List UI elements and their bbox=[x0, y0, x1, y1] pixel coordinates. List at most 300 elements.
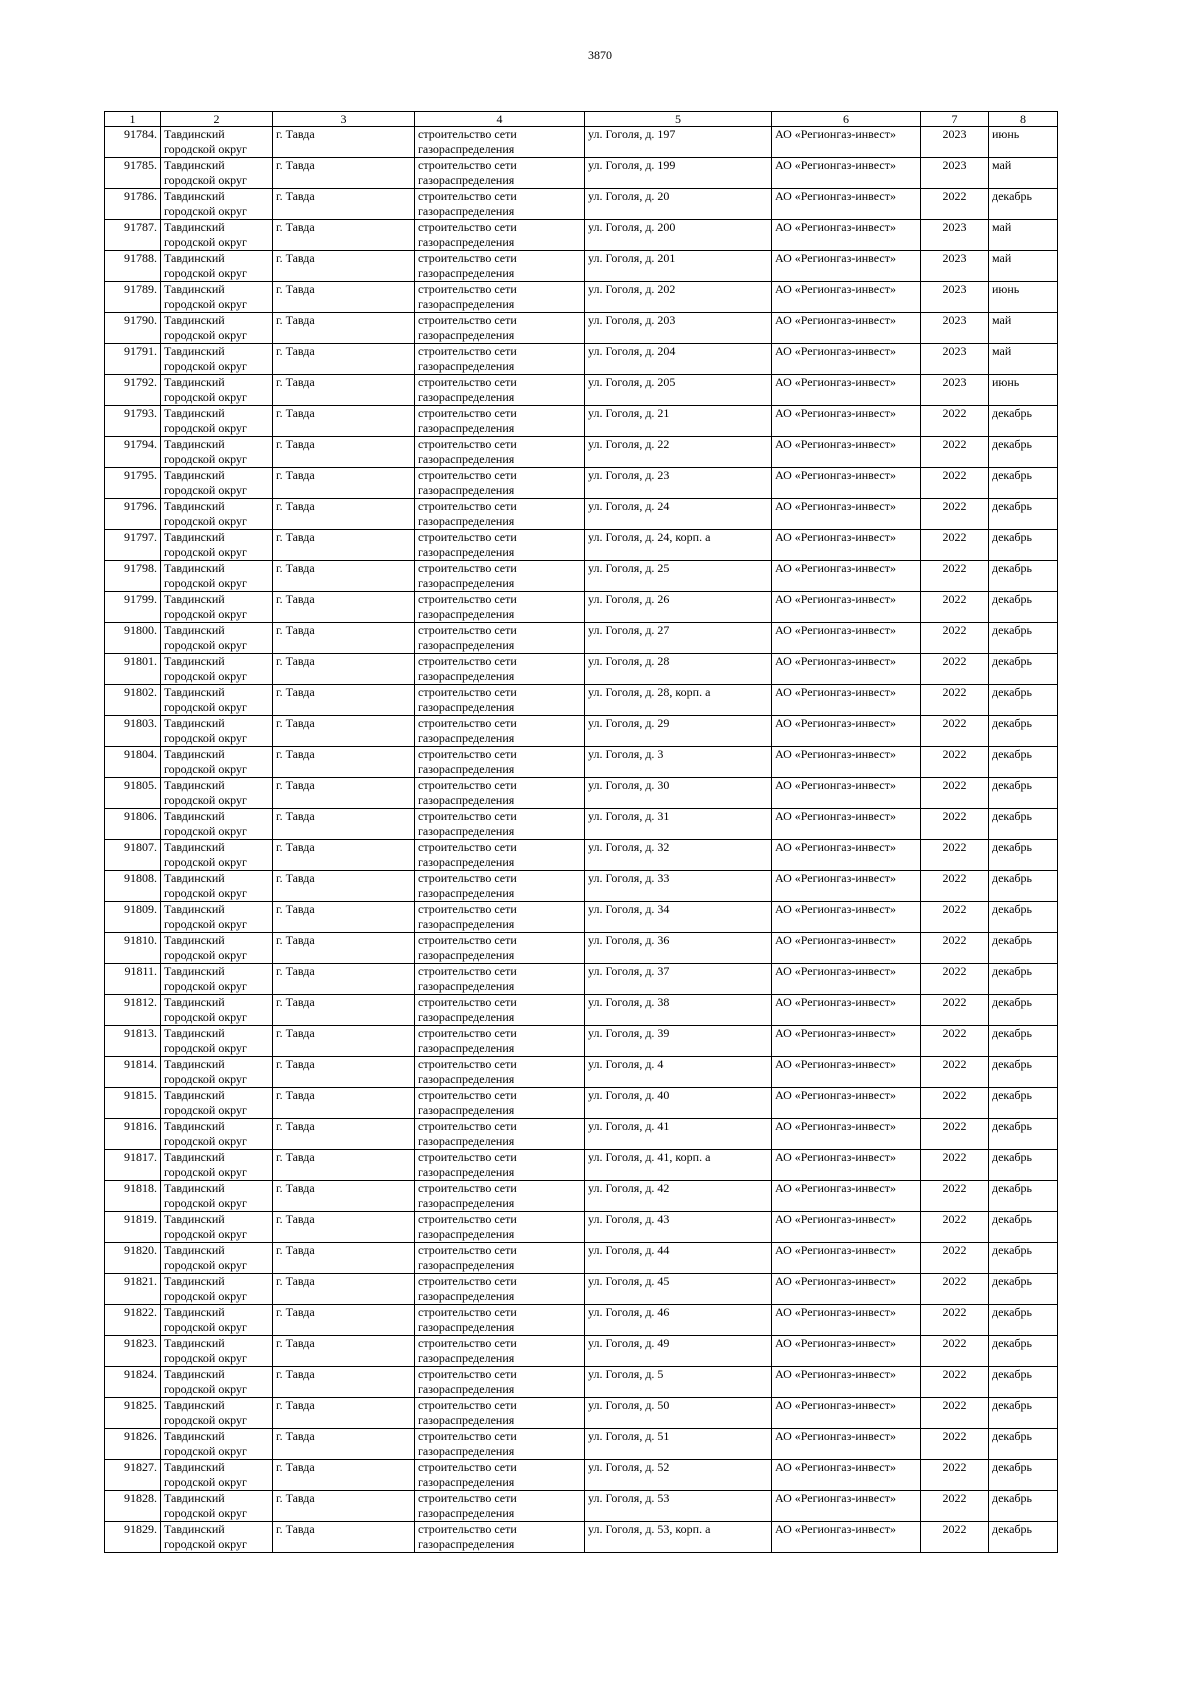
address-cell: ул. Гоголя, д. 38 bbox=[585, 995, 772, 1026]
registry-table bbox=[104, 111, 1058, 1553]
month-cell: декабрь bbox=[989, 933, 1058, 964]
address-cell: ул. Гоголя, д. 45 bbox=[585, 1274, 772, 1305]
municipality-line: городской округ bbox=[164, 979, 247, 993]
operator-cell: АО «Регионгаз-инвест» bbox=[772, 778, 921, 809]
work-type-line: строительство сети bbox=[418, 468, 517, 482]
operator-cell: АО «Регионгаз-инвест» bbox=[772, 499, 921, 530]
address-cell: ул. Гоголя, д. 3 bbox=[585, 747, 772, 778]
address-cell: ул. Гоголя, д. 205 bbox=[585, 375, 772, 406]
municipality-line: Тавдинский bbox=[164, 964, 225, 978]
municipality-cell bbox=[161, 499, 273, 530]
municipality-line: Тавдинский bbox=[164, 778, 225, 792]
work-type-cell bbox=[415, 840, 585, 871]
operator-cell: АО «Регионгаз-инвест» bbox=[772, 313, 921, 344]
municipality-line: городской округ bbox=[164, 266, 247, 280]
work-type-cell bbox=[415, 685, 585, 716]
row-number: 91792. bbox=[105, 375, 161, 406]
table-row bbox=[105, 1212, 1058, 1243]
column-header: 7 bbox=[921, 112, 989, 127]
month-cell: декабрь bbox=[989, 1119, 1058, 1150]
municipality-line: Тавдинский bbox=[164, 1460, 225, 1474]
year-cell: 2023 bbox=[921, 313, 989, 344]
year-cell: 2022 bbox=[921, 840, 989, 871]
address-cell: ул. Гоголя, д. 24 bbox=[585, 499, 772, 530]
municipality-line: городской округ bbox=[164, 576, 247, 590]
settlement-cell: г. Тавда bbox=[273, 902, 415, 933]
settlement-cell: г. Тавда bbox=[273, 1150, 415, 1181]
work-type-line: газораспределения bbox=[418, 235, 515, 249]
year-cell: 2022 bbox=[921, 499, 989, 530]
work-type-line: строительство сети bbox=[418, 499, 517, 513]
municipality-cell bbox=[161, 1150, 273, 1181]
settlement-cell: г. Тавда bbox=[273, 747, 415, 778]
work-type-line: строительство сети bbox=[418, 809, 517, 823]
work-type-cell bbox=[415, 313, 585, 344]
municipality-line: Тавдинский bbox=[164, 747, 225, 761]
municipality-line: Тавдинский bbox=[164, 685, 225, 699]
column-header: 1 bbox=[105, 112, 161, 127]
table-row bbox=[105, 592, 1058, 623]
work-type-line: газораспределения bbox=[418, 607, 515, 621]
operator-cell: АО «Регионгаз-инвест» bbox=[772, 1274, 921, 1305]
work-type-line: газораспределения bbox=[418, 793, 515, 807]
address-cell: ул. Гоголя, д. 37 bbox=[585, 964, 772, 995]
municipality-cell bbox=[161, 1398, 273, 1429]
address-cell: ул. Гоголя, д. 34 bbox=[585, 902, 772, 933]
municipality-cell bbox=[161, 1336, 273, 1367]
table-row bbox=[105, 1460, 1058, 1491]
work-type-line: строительство сети bbox=[418, 1212, 517, 1226]
table-row bbox=[105, 499, 1058, 530]
table-row bbox=[105, 1181, 1058, 1212]
work-type-line: газораспределения bbox=[418, 1072, 515, 1086]
operator-cell: АО «Регионгаз-инвест» bbox=[772, 964, 921, 995]
address-cell: ул. Гоголя, д. 53 bbox=[585, 1491, 772, 1522]
year-cell: 2022 bbox=[921, 406, 989, 437]
row-number: 91820. bbox=[105, 1243, 161, 1274]
work-type-line: строительство сети bbox=[418, 1336, 517, 1350]
year-cell: 2022 bbox=[921, 1491, 989, 1522]
settlement-cell: г. Тавда bbox=[273, 313, 415, 344]
municipality-line: Тавдинский bbox=[164, 933, 225, 947]
work-type-cell bbox=[415, 995, 585, 1026]
month-cell: декабрь bbox=[989, 964, 1058, 995]
work-type-line: газораспределения bbox=[418, 483, 515, 497]
municipality-cell bbox=[161, 654, 273, 685]
month-cell: декабрь bbox=[989, 809, 1058, 840]
address-cell: ул. Гоголя, д. 42 bbox=[585, 1181, 772, 1212]
table-row bbox=[105, 1057, 1058, 1088]
address-cell: ул. Гоголя, д. 46 bbox=[585, 1305, 772, 1336]
municipality-line: Тавдинский bbox=[164, 1305, 225, 1319]
work-type-line: газораспределения bbox=[418, 1444, 515, 1458]
municipality-line: городской округ bbox=[164, 173, 247, 187]
table-row bbox=[105, 995, 1058, 1026]
year-cell: 2022 bbox=[921, 964, 989, 995]
address-cell: ул. Гоголя, д. 28, корп. а bbox=[585, 685, 772, 716]
municipality-line: городской округ bbox=[164, 1041, 247, 1055]
work-type-cell bbox=[415, 561, 585, 592]
municipality-line: городской округ bbox=[164, 1103, 247, 1117]
municipality-line: городской округ bbox=[164, 483, 247, 497]
municipality-line: Тавдинский bbox=[164, 189, 225, 203]
month-cell: декабрь bbox=[989, 437, 1058, 468]
work-type-line: газораспределения bbox=[418, 1320, 515, 1334]
page-number: 3870 bbox=[588, 48, 612, 62]
municipality-line: Тавдинский bbox=[164, 840, 225, 854]
work-type-line: строительство сети bbox=[418, 1367, 517, 1381]
municipality-cell bbox=[161, 778, 273, 809]
work-type-line: строительство сети bbox=[418, 561, 517, 575]
municipality-line: Тавдинский bbox=[164, 1429, 225, 1443]
municipality-line: городской округ bbox=[164, 700, 247, 714]
row-number: 91821. bbox=[105, 1274, 161, 1305]
work-type-line: строительство сети bbox=[418, 437, 517, 451]
address-cell: ул. Гоголя, д. 49 bbox=[585, 1336, 772, 1367]
municipality-line: городской округ bbox=[164, 1010, 247, 1024]
municipality-line: городской округ bbox=[164, 204, 247, 218]
municipality-line: городской округ bbox=[164, 917, 247, 931]
work-type-line: строительство сети bbox=[418, 1491, 517, 1505]
municipality-cell bbox=[161, 840, 273, 871]
year-cell: 2022 bbox=[921, 1243, 989, 1274]
work-type-line: строительство сети bbox=[418, 406, 517, 420]
municipality-line: Тавдинский bbox=[164, 561, 225, 575]
settlement-cell: г. Тавда bbox=[273, 499, 415, 530]
municipality-line: городской округ bbox=[164, 1196, 247, 1210]
table-row bbox=[105, 685, 1058, 716]
work-type-cell bbox=[415, 902, 585, 933]
municipality-line: Тавдинский bbox=[164, 158, 225, 172]
operator-cell: АО «Регионгаз-инвест» bbox=[772, 809, 921, 840]
table-row bbox=[105, 251, 1058, 282]
address-cell: ул. Гоголя, д. 43 bbox=[585, 1212, 772, 1243]
settlement-cell: г. Тавда bbox=[273, 1274, 415, 1305]
operator-cell: АО «Регионгаз-инвест» bbox=[772, 1119, 921, 1150]
work-type-line: газораспределения bbox=[418, 1041, 515, 1055]
municipality-cell bbox=[161, 747, 273, 778]
table-row bbox=[105, 747, 1058, 778]
work-type-line: строительство сети bbox=[418, 685, 517, 699]
municipality-line: Тавдинский bbox=[164, 1491, 225, 1505]
work-type-line: газораспределения bbox=[418, 979, 515, 993]
row-number: 91790. bbox=[105, 313, 161, 344]
year-cell: 2022 bbox=[921, 1367, 989, 1398]
municipality-cell bbox=[161, 1460, 273, 1491]
municipality-line: городской округ bbox=[164, 1227, 247, 1241]
work-type-line: строительство сети bbox=[418, 871, 517, 885]
settlement-cell: г. Тавда bbox=[273, 654, 415, 685]
month-cell: июнь bbox=[989, 282, 1058, 313]
work-type-line: газораспределения bbox=[418, 886, 515, 900]
table-row bbox=[105, 158, 1058, 189]
year-cell: 2022 bbox=[921, 1305, 989, 1336]
operator-cell: АО «Регионгаз-инвест» bbox=[772, 1429, 921, 1460]
municipality-line: Тавдинский bbox=[164, 127, 225, 141]
work-type-cell bbox=[415, 127, 585, 158]
address-cell: ул. Гоголя, д. 40 bbox=[585, 1088, 772, 1119]
address-cell: ул. Гоголя, д. 31 bbox=[585, 809, 772, 840]
operator-cell: АО «Регионгаз-инвест» bbox=[772, 220, 921, 251]
work-type-cell bbox=[415, 1057, 585, 1088]
settlement-cell: г. Тавда bbox=[273, 933, 415, 964]
table-row bbox=[105, 654, 1058, 685]
work-type-cell bbox=[415, 499, 585, 530]
work-type-cell bbox=[415, 778, 585, 809]
address-cell: ул. Гоголя, д. 33 bbox=[585, 871, 772, 902]
work-type-line: газораспределения bbox=[418, 452, 515, 466]
row-number: 91813. bbox=[105, 1026, 161, 1057]
settlement-cell: г. Тавда bbox=[273, 809, 415, 840]
operator-cell: АО «Регионгаз-инвест» bbox=[772, 685, 921, 716]
year-cell: 2022 bbox=[921, 1460, 989, 1491]
municipality-line: Тавдинский bbox=[164, 1274, 225, 1288]
work-type-cell bbox=[415, 623, 585, 654]
municipality-line: Тавдинский bbox=[164, 716, 225, 730]
municipality-line: городской округ bbox=[164, 607, 247, 621]
settlement-cell: г. Тавда bbox=[273, 1212, 415, 1243]
settlement-cell: г. Тавда bbox=[273, 778, 415, 809]
work-type-cell bbox=[415, 871, 585, 902]
work-type-line: строительство сети bbox=[418, 158, 517, 172]
month-cell: декабрь bbox=[989, 1398, 1058, 1429]
row-number: 91824. bbox=[105, 1367, 161, 1398]
year-cell: 2023 bbox=[921, 220, 989, 251]
work-type-line: газораспределения bbox=[418, 1258, 515, 1272]
work-type-cell bbox=[415, 1212, 585, 1243]
table-row bbox=[105, 406, 1058, 437]
operator-cell: АО «Регионгаз-инвест» bbox=[772, 1150, 921, 1181]
municipality-line: городской округ bbox=[164, 545, 247, 559]
work-type-line: газораспределения bbox=[418, 1227, 515, 1241]
row-number: 91803. bbox=[105, 716, 161, 747]
work-type-cell bbox=[415, 1150, 585, 1181]
municipality-line: Тавдинский bbox=[164, 654, 225, 668]
settlement-cell: г. Тавда bbox=[273, 685, 415, 716]
row-number: 91800. bbox=[105, 623, 161, 654]
work-type-line: строительство сети bbox=[418, 1460, 517, 1474]
work-type-line: газораспределения bbox=[418, 1506, 515, 1520]
year-cell: 2022 bbox=[921, 902, 989, 933]
work-type-line: строительство сети bbox=[418, 623, 517, 637]
work-type-line: строительство сети bbox=[418, 1181, 517, 1195]
address-cell: ул. Гоголя, д. 21 bbox=[585, 406, 772, 437]
month-cell: декабрь bbox=[989, 1181, 1058, 1212]
settlement-cell: г. Тавда bbox=[273, 468, 415, 499]
operator-cell: АО «Регионгаз-инвест» bbox=[772, 871, 921, 902]
row-number: 91797. bbox=[105, 530, 161, 561]
municipality-line: городской округ bbox=[164, 1134, 247, 1148]
municipality-line: Тавдинский bbox=[164, 1398, 225, 1412]
operator-cell: АО «Регионгаз-инвест» bbox=[772, 251, 921, 282]
operator-cell: АО «Регионгаз-инвест» bbox=[772, 995, 921, 1026]
address-cell: ул. Гоголя, д. 24, корп. а bbox=[585, 530, 772, 561]
municipality-line: Тавдинский bbox=[164, 220, 225, 234]
work-type-line: строительство сети bbox=[418, 1398, 517, 1412]
municipality-cell bbox=[161, 1522, 273, 1553]
settlement-cell: г. Тавда bbox=[273, 1088, 415, 1119]
settlement-cell: г. Тавда bbox=[273, 871, 415, 902]
work-type-line: строительство сети bbox=[418, 1305, 517, 1319]
row-number: 91786. bbox=[105, 189, 161, 220]
municipality-line: Тавдинский bbox=[164, 1336, 225, 1350]
year-cell: 2022 bbox=[921, 933, 989, 964]
address-cell: ул. Гоголя, д. 204 bbox=[585, 344, 772, 375]
month-cell: декабрь bbox=[989, 406, 1058, 437]
municipality-line: Тавдинский bbox=[164, 1026, 225, 1040]
municipality-cell bbox=[161, 375, 273, 406]
operator-cell: АО «Регионгаз-инвест» bbox=[772, 1398, 921, 1429]
year-cell: 2022 bbox=[921, 1212, 989, 1243]
municipality-line: Тавдинский bbox=[164, 1057, 225, 1071]
month-cell: декабрь bbox=[989, 871, 1058, 902]
municipality-cell bbox=[161, 1088, 273, 1119]
year-cell: 2022 bbox=[921, 468, 989, 499]
month-cell: декабрь bbox=[989, 561, 1058, 592]
address-cell: ул. Гоголя, д. 199 bbox=[585, 158, 772, 189]
month-cell: декабрь bbox=[989, 747, 1058, 778]
table-row bbox=[105, 344, 1058, 375]
municipality-line: городской округ bbox=[164, 1320, 247, 1334]
municipality-line: городской округ bbox=[164, 762, 247, 776]
municipality-cell bbox=[161, 189, 273, 220]
settlement-cell: г. Тавда bbox=[273, 1398, 415, 1429]
month-cell: декабрь bbox=[989, 840, 1058, 871]
settlement-cell: г. Тавда bbox=[273, 1367, 415, 1398]
work-type-cell bbox=[415, 1522, 585, 1553]
work-type-line: строительство сети bbox=[418, 344, 517, 358]
operator-cell: АО «Регионгаз-инвест» bbox=[772, 1212, 921, 1243]
work-type-line: газораспределения bbox=[418, 390, 515, 404]
work-type-cell bbox=[415, 437, 585, 468]
municipality-cell bbox=[161, 282, 273, 313]
row-number: 91823. bbox=[105, 1336, 161, 1367]
row-number: 91829. bbox=[105, 1522, 161, 1553]
month-cell: декабрь bbox=[989, 685, 1058, 716]
municipality-line: городской округ bbox=[164, 142, 247, 156]
month-cell: декабрь bbox=[989, 1491, 1058, 1522]
address-cell: ул. Гоголя, д. 20 bbox=[585, 189, 772, 220]
work-type-cell bbox=[415, 1398, 585, 1429]
row-number: 91799. bbox=[105, 592, 161, 623]
month-cell: декабрь bbox=[989, 1336, 1058, 1367]
municipality-cell bbox=[161, 127, 273, 158]
table-row bbox=[105, 1274, 1058, 1305]
municipality-line: городской округ bbox=[164, 824, 247, 838]
operator-cell: АО «Регионгаз-инвест» bbox=[772, 1367, 921, 1398]
address-cell: ул. Гоголя, д. 32 bbox=[585, 840, 772, 871]
municipality-cell bbox=[161, 468, 273, 499]
settlement-cell: г. Тавда bbox=[273, 840, 415, 871]
operator-cell: АО «Регионгаз-инвест» bbox=[772, 127, 921, 158]
year-cell: 2023 bbox=[921, 251, 989, 282]
table-row bbox=[105, 1491, 1058, 1522]
municipality-cell bbox=[161, 406, 273, 437]
month-cell: декабрь bbox=[989, 716, 1058, 747]
operator-cell: АО «Регионгаз-инвест» bbox=[772, 1181, 921, 1212]
year-cell: 2023 bbox=[921, 158, 989, 189]
municipality-cell bbox=[161, 592, 273, 623]
municipality-line: Тавдинский bbox=[164, 902, 225, 916]
municipality-cell bbox=[161, 1305, 273, 1336]
work-type-line: строительство сети bbox=[418, 375, 517, 389]
municipality-cell bbox=[161, 809, 273, 840]
work-type-cell bbox=[415, 716, 585, 747]
operator-cell: АО «Регионгаз-инвест» bbox=[772, 1057, 921, 1088]
column-header: 3 bbox=[273, 112, 415, 127]
year-cell: 2022 bbox=[921, 716, 989, 747]
table-row bbox=[105, 530, 1058, 561]
work-type-line: газораспределения bbox=[418, 1103, 515, 1117]
address-cell: ул. Гоголя, д. 22 bbox=[585, 437, 772, 468]
column-header: 5 bbox=[585, 112, 772, 127]
operator-cell: АО «Регионгаз-инвест» bbox=[772, 1522, 921, 1553]
work-type-line: газораспределения bbox=[418, 855, 515, 869]
year-cell: 2022 bbox=[921, 1522, 989, 1553]
work-type-cell bbox=[415, 964, 585, 995]
address-cell: ул. Гоголя, д. 44 bbox=[585, 1243, 772, 1274]
row-number: 91806. bbox=[105, 809, 161, 840]
operator-cell: АО «Регионгаз-инвест» bbox=[772, 282, 921, 313]
year-cell: 2022 bbox=[921, 1088, 989, 1119]
year-cell: 2023 bbox=[921, 282, 989, 313]
year-cell: 2022 bbox=[921, 561, 989, 592]
municipality-line: городской округ bbox=[164, 793, 247, 807]
table-row bbox=[105, 1367, 1058, 1398]
month-cell: май bbox=[989, 251, 1058, 282]
table-row bbox=[105, 809, 1058, 840]
work-type-cell bbox=[415, 375, 585, 406]
work-type-line: газораспределения bbox=[418, 266, 515, 280]
table-row bbox=[105, 282, 1058, 313]
municipality-line: городской округ bbox=[164, 1506, 247, 1520]
table-row bbox=[105, 933, 1058, 964]
row-number: 91784. bbox=[105, 127, 161, 158]
address-cell: ул. Гоголя, д. 26 bbox=[585, 592, 772, 623]
work-type-line: строительство сети bbox=[418, 1119, 517, 1133]
address-cell: ул. Гоголя, д. 27 bbox=[585, 623, 772, 654]
operator-cell: АО «Регионгаз-инвест» bbox=[772, 344, 921, 375]
operator-cell: АО «Регионгаз-инвест» bbox=[772, 840, 921, 871]
municipality-cell bbox=[161, 1181, 273, 1212]
address-cell: ул. Гоголя, д. 28 bbox=[585, 654, 772, 685]
municipality-cell bbox=[161, 871, 273, 902]
municipality-line: Тавдинский bbox=[164, 499, 225, 513]
work-type-line: газораспределения bbox=[418, 328, 515, 342]
municipality-line: городской округ bbox=[164, 855, 247, 869]
municipality-cell bbox=[161, 344, 273, 375]
settlement-cell: г. Тавда bbox=[273, 251, 415, 282]
table-row bbox=[105, 437, 1058, 468]
operator-cell: АО «Регионгаз-инвест» bbox=[772, 561, 921, 592]
year-cell: 2022 bbox=[921, 1181, 989, 1212]
work-type-line: строительство сети bbox=[418, 1429, 517, 1443]
year-cell: 2022 bbox=[921, 1057, 989, 1088]
month-cell: декабрь bbox=[989, 1026, 1058, 1057]
municipality-cell bbox=[161, 1491, 273, 1522]
address-cell: ул. Гоголя, д. 200 bbox=[585, 220, 772, 251]
work-type-line: строительство сети bbox=[418, 747, 517, 761]
municipality-line: Тавдинский bbox=[164, 1367, 225, 1381]
settlement-cell: г. Тавда bbox=[273, 189, 415, 220]
municipality-line: городской округ bbox=[164, 421, 247, 435]
address-cell: ул. Гоголя, д. 4 bbox=[585, 1057, 772, 1088]
municipality-cell bbox=[161, 716, 273, 747]
row-number: 91804. bbox=[105, 747, 161, 778]
municipality-line: городской округ bbox=[164, 731, 247, 745]
operator-cell: АО «Регионгаз-инвест» bbox=[772, 592, 921, 623]
year-cell: 2022 bbox=[921, 1026, 989, 1057]
